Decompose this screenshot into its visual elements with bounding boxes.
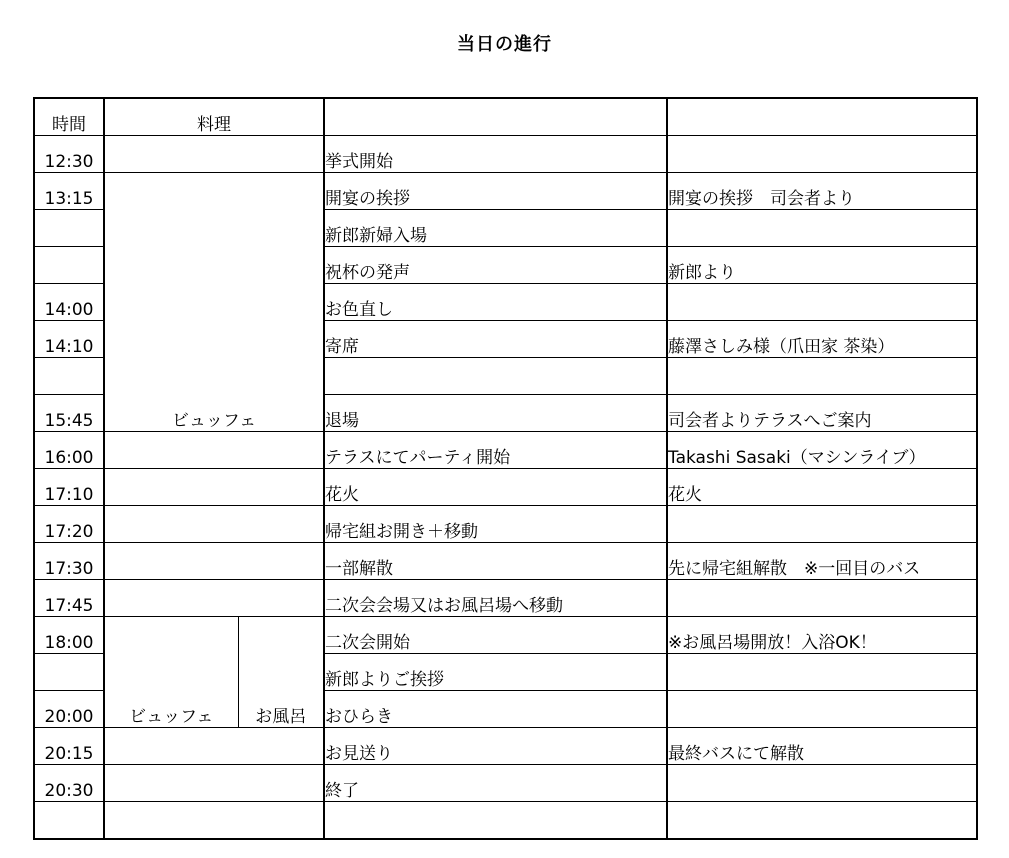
table-row	[34, 802, 977, 840]
food-cell	[104, 765, 324, 802]
note-cell	[667, 136, 977, 173]
header-row	[34, 98, 977, 136]
header-note	[667, 98, 977, 136]
event-cell	[324, 358, 667, 395]
note-cell	[667, 654, 977, 691]
time-cell: 15:45	[34, 395, 104, 432]
table-row	[34, 136, 977, 173]
food-buffet-block: ビュッフェ	[104, 617, 238, 728]
time-cell	[34, 802, 104, 840]
note-cell: 司会者よりテラスへご案内	[667, 395, 977, 432]
table-row	[34, 432, 977, 469]
time-cell: 14:00	[34, 284, 104, 321]
food-cell	[104, 802, 324, 840]
event-cell: テラスにてパーティ開始	[324, 432, 667, 469]
food-cell	[104, 580, 324, 617]
event-cell: 退場	[324, 395, 667, 432]
schedule-table	[33, 97, 978, 840]
time-cell: 18:00	[34, 617, 104, 654]
time-cell: 13:15	[34, 173, 104, 210]
event-cell: 挙式開始	[324, 136, 667, 173]
time-cell: 17:20	[34, 506, 104, 543]
event-cell: 開宴の挨拶	[324, 173, 667, 210]
table-row	[34, 543, 977, 580]
note-cell	[667, 802, 977, 840]
header-event	[324, 98, 667, 136]
time-cell: 17:10	[34, 469, 104, 506]
event-cell: おひらき	[324, 691, 667, 728]
table-row	[34, 173, 977, 210]
time-cell: 20:30	[34, 765, 104, 802]
header-food: 料理	[104, 98, 324, 136]
food-bath-block: お風呂	[238, 617, 324, 728]
food-buffet-block: ビュッフェ	[104, 173, 324, 432]
table-row	[34, 765, 977, 802]
food-cell	[104, 469, 324, 506]
food-cell	[104, 136, 324, 173]
event-cell: 帰宅組お開き＋移動	[324, 506, 667, 543]
food-cell	[104, 543, 324, 580]
note-cell	[667, 284, 977, 321]
time-cell	[34, 358, 104, 395]
note-cell: 先に帰宅組解散 ※一回目のバス	[667, 543, 977, 580]
table-row	[34, 580, 977, 617]
time-cell: 16:00	[34, 432, 104, 469]
event-cell: お見送り	[324, 728, 667, 765]
table-row	[34, 728, 977, 765]
event-cell: 寄席	[324, 321, 667, 358]
time-cell	[34, 210, 104, 247]
event-cell: 二次会会場又はお風呂場へ移動	[324, 580, 667, 617]
food-cell	[104, 506, 324, 543]
event-cell: 二次会開始	[324, 617, 667, 654]
note-cell: 開宴の挨拶 司会者より	[667, 173, 977, 210]
header-time: 時間	[34, 98, 104, 136]
time-cell	[34, 247, 104, 284]
note-cell	[667, 765, 977, 802]
event-cell: 新郎よりご挨拶	[324, 654, 667, 691]
note-cell	[667, 358, 977, 395]
event-cell: 祝杯の発声	[324, 247, 667, 284]
event-cell: 花火	[324, 469, 667, 506]
event-cell: 終了	[324, 765, 667, 802]
table-row	[34, 469, 977, 506]
time-cell: 20:15	[34, 728, 104, 765]
food-cell	[104, 432, 324, 469]
event-cell: 新郎新婦入場	[324, 210, 667, 247]
note-cell: 藤澤さしみ様（爪田家 茶染）	[667, 321, 977, 358]
note-cell: 最終バスにて解散	[667, 728, 977, 765]
time-cell	[34, 654, 104, 691]
note-cell: 新郎より	[667, 247, 977, 284]
table-row	[34, 506, 977, 543]
note-cell	[667, 580, 977, 617]
note-cell	[667, 691, 977, 728]
page-title: 当日の進行	[457, 34, 552, 55]
time-cell: 14:10	[34, 321, 104, 358]
table-row	[34, 617, 977, 654]
note-cell	[667, 210, 977, 247]
event-cell	[324, 802, 667, 840]
note-cell: 花火	[667, 469, 977, 506]
event-cell: 一部解散	[324, 543, 667, 580]
time-cell: 17:30	[34, 543, 104, 580]
note-cell	[667, 506, 977, 543]
note-cell: Takashi Sasaki（マシンライブ）	[667, 432, 977, 469]
time-cell: 20:00	[34, 691, 104, 728]
event-cell: お色直し	[324, 284, 667, 321]
time-cell: 17:45	[34, 580, 104, 617]
note-cell: ※お風呂場開放！入浴OK！	[667, 617, 977, 654]
food-cell	[104, 728, 324, 765]
time-cell: 12:30	[34, 136, 104, 173]
